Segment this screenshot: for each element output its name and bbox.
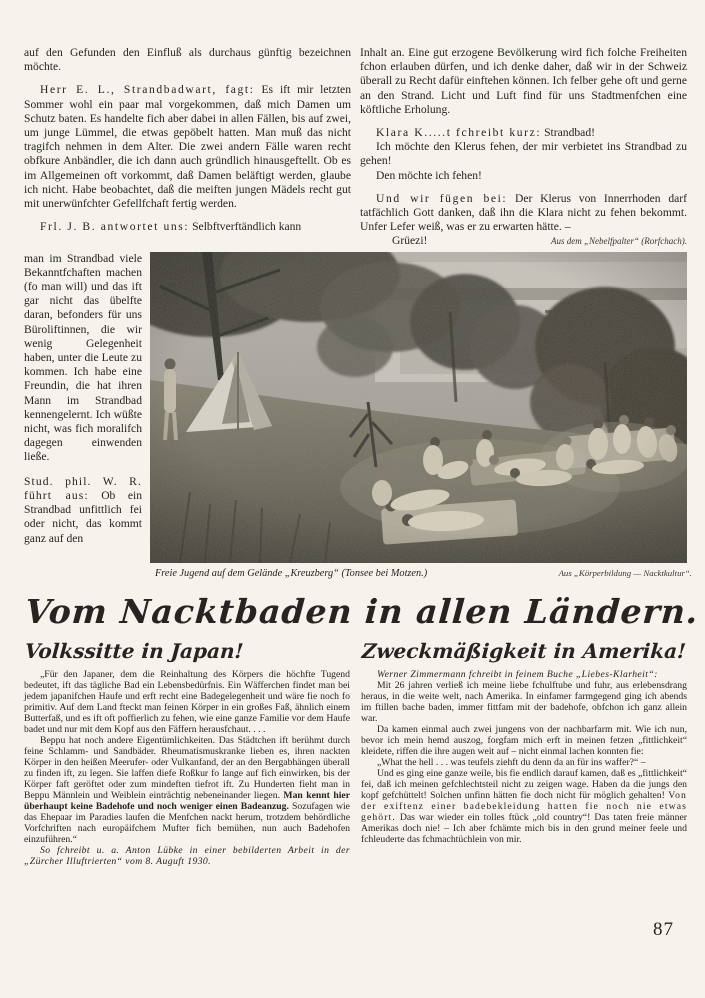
paragraph	[361, 768, 687, 845]
paragraph-text: Und es ging eine ganze weile, bis fie endlich darauf kamen, daß es „fittlichkeit“ fei, daß ich meinen gefchlechtsteil nicht zu zeigen wage. Haben da die jungs den kopf gefchüttelt! Solchen unfinn hätten fie doch nicht für möglich gehalten!	[361, 767, 687, 801]
speaker-lead: Und wir fügen bei:	[376, 191, 508, 205]
emphasized-statement: Von der exiftenz einer badebekleidung hatten fie noch nie etwas gehört.	[361, 789, 687, 823]
speaker-lead: Herr E. L., Strandbadwart, fagt:	[40, 83, 255, 97]
paragraph	[24, 83, 351, 211]
paragraph-text: Selbftverftändlich kann	[192, 220, 302, 234]
amerika-heading: Zweckmäßigkeit in Amerika!	[361, 638, 687, 663]
photo-section	[24, 252, 687, 563]
paragraph: Den möchte ich fehen!	[376, 168, 482, 182]
paragraph	[24, 475, 142, 546]
speaker-lead: Klara K.....t fchreibt kurz:	[376, 126, 542, 140]
paragraph-text: Ob ein Strandbad unfittlich fei oder nicht, das kommt ganz auf den	[24, 488, 142, 545]
photo-illustration	[150, 252, 687, 563]
paragraph	[360, 192, 687, 235]
japan-heading: Volkssitte in Japan!	[24, 638, 245, 663]
paragraph-text: Sozufagen wie das Ehepaar im Paradies laufen die Menfchen nackt herum, trotzdem behördliche Vorfchriften nach europäifchem Mufter fich bemühen, nun auch Badehofen einzuführen.“	[24, 800, 350, 845]
speaker-lead: Stud. phil. W. R. führt aus:	[24, 474, 142, 502]
paragraph-text: Es ift mir letzten Sommer wohl ein paar mal vorgekommen, daß mich Damen um Schutz baten. Es handelte fich aber dabei in allen Fällen, bis auf zwei, um junge Lümmel, die etwas gepöbelt hatten. Man muß das nicht tragifch nehmen in dem Alter. Die zwei andern Fälle waren recht obfkure Anbändler, die ich dann auch gründlich hinausgeftellt. Ob es im Allgemeinen oft vorkommt, daß Damen beläftigt werden, glaube ich nicht. Habe beobachtet, daß die meiften jungen Mädels recht gut mit unerwünfchter Gefellfchaft fertig werden.	[24, 83, 351, 211]
photo-caption-row	[155, 568, 692, 579]
paragraph	[360, 126, 687, 140]
speaker-lead: Frl. J. B. antwortet uns:	[40, 220, 190, 234]
paragraph: man im Strandbad viele Bekanntfchaften machen (fo man will) und das ift gar nicht das übelfte daran, befonders für uns Büroliftinnen, die wir wenig Gelegenheit haben, unter die Leute zu kommen. Ich habe eine Freundin, die hat ihren Mann im Strandbad kennengelernt. Ich wüßte nicht, was fich moralifch dagegen einwenden ließe.	[24, 251, 142, 464]
article-headline: Vom Nacktbaden in allen Ländern.	[24, 591, 700, 631]
top-section	[24, 46, 687, 249]
paragraph: auf den Gefunden den Einfluß als durchaus günftig bezeichnen möchte.	[24, 46, 351, 74]
japan-column	[24, 639, 350, 867]
intro-note: Werner Zimmermann fchreibt in feinem Buche „Liebes-Klarheit“:	[377, 668, 658, 680]
paragraph: Ich möchte den Klerus fehen, der mir verbietet ins Strandbad zu gehen!	[360, 140, 687, 168]
top-left-column	[24, 46, 351, 249]
paragraph: „Für den Japaner, dem die Reinhaltung des Körpers die höchfte Tugend bedeutet, ift das tägliche Bad ein Lebensbedürfnis. Ein Wäfferchen findet man bei jedem japanifchen Haufe und erft recht eine Badegelegenheit und wäre fie noch fo primitiv. Auf dem Land fteckt man feinen Körper in ein großes Faß, ähnlich einem Butterfaß, und es ift oft poffierlich zu fehen, wie eine ganze Familie vor dem Haufe badet und nur mit dem Kopf aus den Fäffern herausfchaut. . . .	[24, 668, 350, 735]
paragraph-text: Das war wieder ein tolles ftück „old country“! Das taten freie männer Amerikas doch nie! – Ich aber fchämte mich bis in den grund meiner feele und fchleuderte das fchmachtüchlein von mir.	[361, 811, 687, 845]
bottom-section	[24, 639, 687, 867]
page-number: 87	[653, 919, 674, 940]
closing-word: Grüezi!	[392, 234, 428, 248]
paragraph: Da kamen einmal auch zwei jungens von der nachbarfarm mit. Wie ich nun, bevor ich mein hemd auszog, forgfam mich erft in meinen fetzen „fittlichkeit“ kleidete, riffen die ihre augen weit auf – nicht einmal lachen konnten fie:	[361, 723, 687, 757]
source-credit: Aus dem „Nebelfpalter“ (Rorfchach).	[551, 236, 687, 247]
paragraph-text: Strandbad!	[544, 126, 595, 140]
paragraph: Mit 26 jahren verließ ich meine liebe fchulftube und fuhr, aus erlebensdrang heraus, in die weite welt, nach Amerika. In einfamer farmgegend ging ich abends im ftillen bache baden, immer fittfam mit der badehofe, obfchon ich ganz allein war.	[361, 679, 687, 724]
photo-caption: Freie Jugend auf dem Gelände „Kreuzberg“ (Tonsee bei Motzen.)	[155, 567, 428, 579]
paragraph-text: Der Klerus von Innerrhoden darf tatfächlich Gott danken, daß ihn die Klara nicht zu fehen bekommt. Unfer Lefer weiß, was er zu erwarten hätte. –	[360, 191, 687, 234]
closing-line	[360, 234, 687, 248]
top-right-column	[360, 46, 687, 249]
paragraph-text: Beppu hat noch andere Eigentümlichkeiten. Das Städtchen ift berühmt durch feine Schlamm- und Sandbäder. Rheumatismuskranke lieben es, ihren nackten Körper in den heißen Meerufer- oder Vulkanfand, der an den Bergabhängen überall zu finden ift, zu legen. Sie laffen diefe Roßkur fo lange auf fich einwirken, bis der Körper faft geröftet oder zum mindeften tiefrot ift. Zu Hunderten fieht man in Beppu Männlein und Weiblein einträchtig nebeneinander liegen.	[24, 734, 350, 801]
paragraph: „What the hell . . . was teufels ziehft du denn da an für ins waffer?“ –	[377, 756, 646, 768]
paragraph	[24, 220, 351, 234]
bold-statement: Man kennt hier überhaupt keine Badehofe und noch weniger einen Badeanzug.	[24, 789, 350, 812]
amerika-column	[361, 639, 687, 867]
photo-credit: Aus „Körperbildung — Nacktkultur“.	[558, 567, 692, 578]
source-note: So fchreibt u. a. Anton Lübke in einer bebilderten Arbeit in der „Zürcher Illuftrierten“ vom 8. Auguft 1930.	[24, 844, 350, 867]
nudist-meadow-photo	[150, 252, 687, 563]
paragraph	[24, 735, 350, 845]
narrow-text-column	[24, 252, 147, 563]
paragraph: Inhalt an. Eine gut erzogene Bevölkerung wird fich folche Freiheiten fchon erlauben dürfen, und ich denke daher, daß wir in der Schweiz überall zu Recht dafür einftehen können. Ich felber gehe oft und gerne an den Strand. Licht und Luft find für uns Stadtmenfchen eine köftliche Erholung.	[360, 46, 687, 116]
